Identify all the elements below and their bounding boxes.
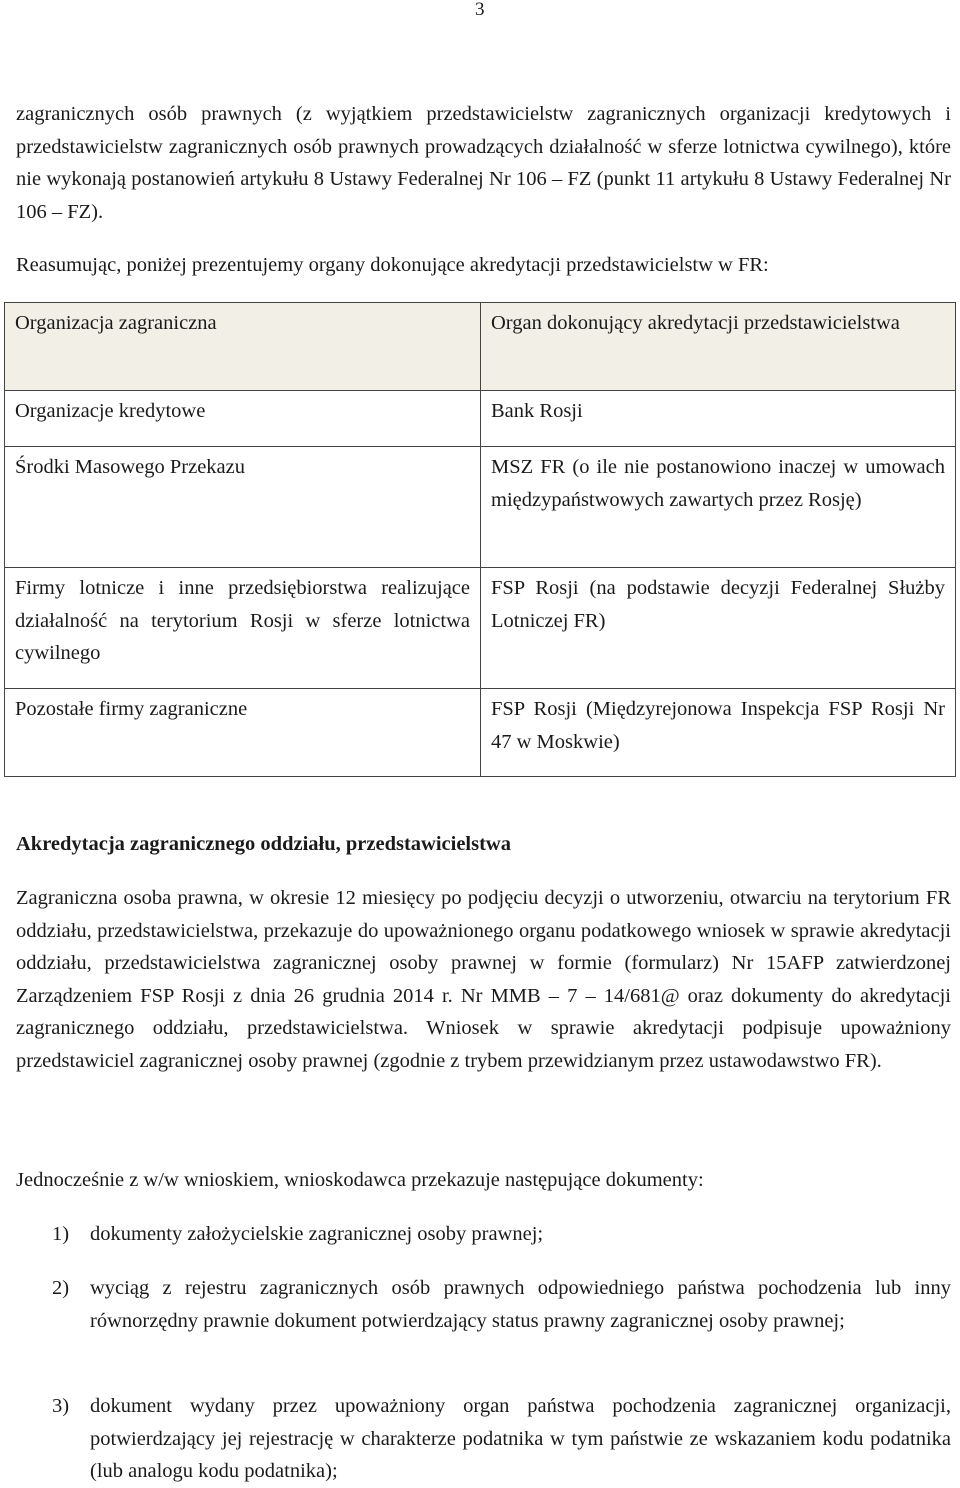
cell-organization: Organizacje kredytowe [5, 391, 481, 447]
page-number: 3 [475, 0, 485, 20]
cell-organization: Pozostałe firmy zagraniczne [5, 689, 481, 777]
documents-paragraph: Jednocześnie z w/w wnioskiem, wnioskodawca przekazuje następujące dokumenty: [16, 1169, 704, 1191]
cell-organization: Środki Masowego Przekazu [5, 447, 481, 568]
table-row [5, 689, 956, 777]
section-heading: Akredytacja zagranicznego oddziału, przedstawicielstwa [16, 833, 511, 855]
cell-accrediting-body: FSP Rosji (Międzyrejonowa Inspekcja FSP Rosji Nr 47 w Moskwie) [481, 689, 956, 777]
list-item-text: dokument wydany przez upoważniony organ państwa pochodzenia zagranicznej organizacji, potwierdzający jej rejestrację w charakterze podatnika w tym państwie ze wskazaniem kodu podatnika (lub analogu kodu podatnika); [90, 1395, 951, 1482]
cell-accrediting-body: FSP Rosji (na podstawie decyzji Federalnej Służby Lotniczej FR) [481, 568, 956, 689]
documents-list-3 [16, 1390, 951, 1488]
list-item-number: 3) [52, 1395, 70, 1417]
accreditation-table [4, 302, 956, 777]
intro-paragraph: zagranicznych osób prawnych (z wyjątkiem przedstawicielstw zagranicznych organizacji kredytowych i przedstawicielstw zagranicznych osób prawnych prowadzących działalność w sferze lotnictwa cywilnego), które nie wykonają postanowień artykułu 8 Ustawy Federalnej Nr 106 – FZ (punkt 11 artykułu 8 Ustawy Federalnej Nr 106 – FZ). [16, 103, 951, 223]
list-item-number: 2) [52, 1277, 70, 1299]
table-row [5, 568, 956, 689]
list-item-number: 1) [52, 1223, 70, 1245]
list-item [16, 1272, 951, 1337]
summary-paragraph: Reasumując, poniżej prezentujemy organy dokonujące akredytacji przedstawicielstw w FR: [16, 254, 769, 276]
documents-list-1 [16, 1218, 951, 1251]
cell-accrediting-body: MSZ FR (o ile nie postanowiono inaczej w umowach międzypaństwowych zawartych przez Rosję) [481, 447, 956, 568]
list-item-text: wyciąg z rejestru zagranicznych osób prawnych odpowiedniego państwa pochodzenia lub inny równorzędny prawnie dokument potwierdzający status prawny zagranicznej osoby prawnej; [90, 1277, 951, 1332]
accreditation-paragraph: Zagraniczna osoba prawna, w okresie 12 miesięcy po podjęciu decyzji o utworzeniu, otwarciu na terytorium FR oddziału, przedstawicielstwa, przekazuje do upoważnionego organu podatkowego wniosek w sprawie akredytacji oddziału, przedstawicielstwa zagranicznej osoby prawnej w formie (formularz) Nr 15AFP zatwierdzonej Zarządzeniem FSP Rosji z dnia 26 grudnia 2014 r. Nr MMB – 7 – 14/681@ oraz dokumenty do akredytacji zagranicznego oddziału, przedstawicielstwa. Wniosek w sprawie akredytacji podpisuje upoważniony przedstawiciel zagranicznej osoby prawnej (zgodnie z trybem przewidzianym przez ustawodawstwo FR). [16, 887, 951, 1072]
table-row [5, 391, 956, 447]
table-header-row [5, 303, 956, 391]
cell-organization: Firmy lotnicze i inne przedsiębiorstwa realizujące działalność na terytorium Rosji w sferze lotnictwa cywilnego [5, 568, 481, 689]
list-item [16, 1390, 951, 1488]
list-item-text: dokumenty założycielskie zagranicznej osoby prawnej; [90, 1223, 544, 1245]
header-organization: Organizacja zagraniczna [5, 303, 481, 391]
list-item [16, 1218, 951, 1251]
documents-list-2 [16, 1272, 951, 1337]
header-accrediting-body: Organ dokonujący akredytacji przedstawicielstwa [481, 303, 956, 391]
cell-accrediting-body: Bank Rosji [481, 391, 956, 447]
table-row [5, 447, 956, 568]
